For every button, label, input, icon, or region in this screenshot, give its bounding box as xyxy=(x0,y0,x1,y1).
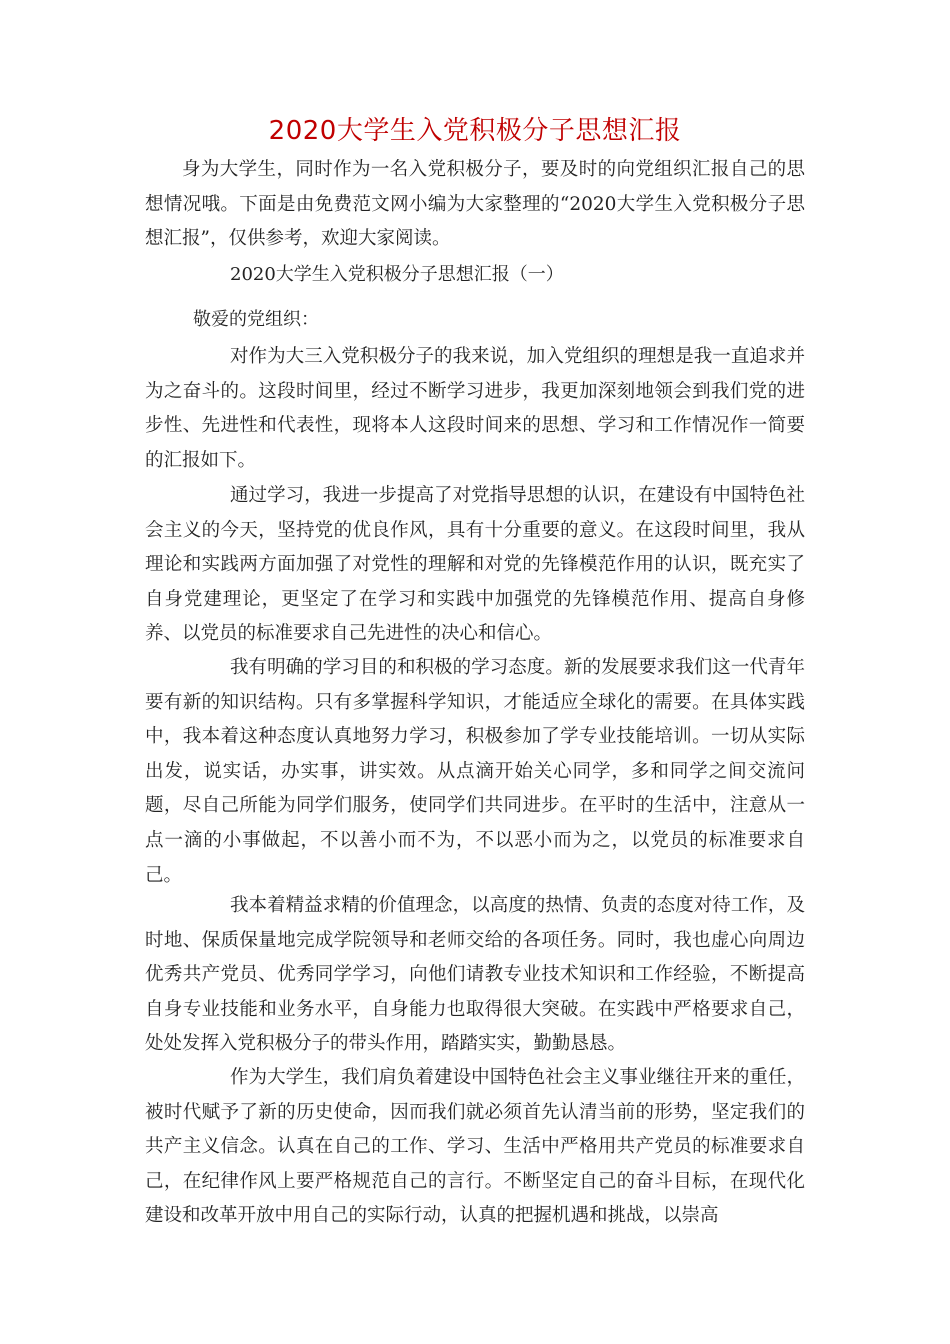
body-paragraph-3: 我有明确的学习目的和积极的学习态度。新的发展要求我们这一代青年要有新的知识结构。只有多掌握科学知识，才能适应全球化的需要。在具体实践中，我本着这种态度认真地努力学习，积极参加了学专业技能培训。一切从实际出发，说实话，办实事，讲实效。从点滴开始关心同学，多和同学之间交流问题，尽自己所能为同学们服务，使同学们共同进步。在平时的生活中，注意从一点一滴的小事做起，不以善小而不为，不以恶小而为之，以党员的标准要求自己。 xyxy=(145,657,805,886)
body-paragraph-2: 通过学习，我进一步提高了对党指导思想的认识，在建设有中国特色社会主义的今天，坚持党的优良作风，具有十分重要的意义。在这段时间里，我从理论和实践两方面加强了对党性的理解和对党的先锋模范作用的认识，既充实了自身党建理论，更坚定了在学习和实践中加强党的先锋模范作用、提高自身修养、以党员的标准要求自己先进性的决心和信心。 xyxy=(145,485,805,645)
body-paragraph-1: 对作为大三入党积极分子的我来说，加入党组织的理想是我一直追求并为之奋斗的。这段时间里，经过不断学习进步，我更加深刻地领会到我们党的进步性、先进性和代表性，现将本人这段时间来的思想、学习和工作情况作一简要的汇报如下。 xyxy=(145,346,805,471)
body-paragraph-4: 我本着精益求精的价值理念，以高度的热情、负责的态度对待工作，及时地、保质保量地完成学院领导和老师交给的各项任务。同时，我也虚心向周边优秀共产党员、优秀同学学习，向他们请教专业技术知识和工作经验，不断提高自身专业技能和业务水平，自身能力也取得很大突破。在实践中严格要求自己，处处发挥入党积极分子的带头作用，踏踏实实，勤勤恳恳。 xyxy=(145,895,805,1055)
intro-paragraph: 身为大学生，同时作为一名入党积极分子，要及时的向党组织汇报自己的思想情况哦。下面是由免费范文网小编为大家整理的“2020大学生入党积极分子思想汇报”，仅供参考，欢迎大家阅读。 xyxy=(145,159,805,250)
section-heading: 2020大学生入党积极分子思想汇报（一） xyxy=(230,264,564,285)
document-title: 2020大学生入党积极分子思想汇报 xyxy=(268,116,682,146)
salutation: 敬爱的党组织： xyxy=(193,309,319,330)
body-paragraph-5: 作为大学生，我们肩负着建设中国特色社会主义事业继往开来的重任，被时代赋予了新的历史使命，因而我们就必须首先认清当前的形势，坚定我们的共产主义信念。认真在自己的工作、学习、生活中严格用共产党员的标准要求自己，在纪律作风上要严格规范自己的言行。不断坚定自己的奋斗目标，在现代化建设和改革开放中用自己的实际行动，认真的把握机遇和挑战，以崇高 xyxy=(145,1067,805,1227)
